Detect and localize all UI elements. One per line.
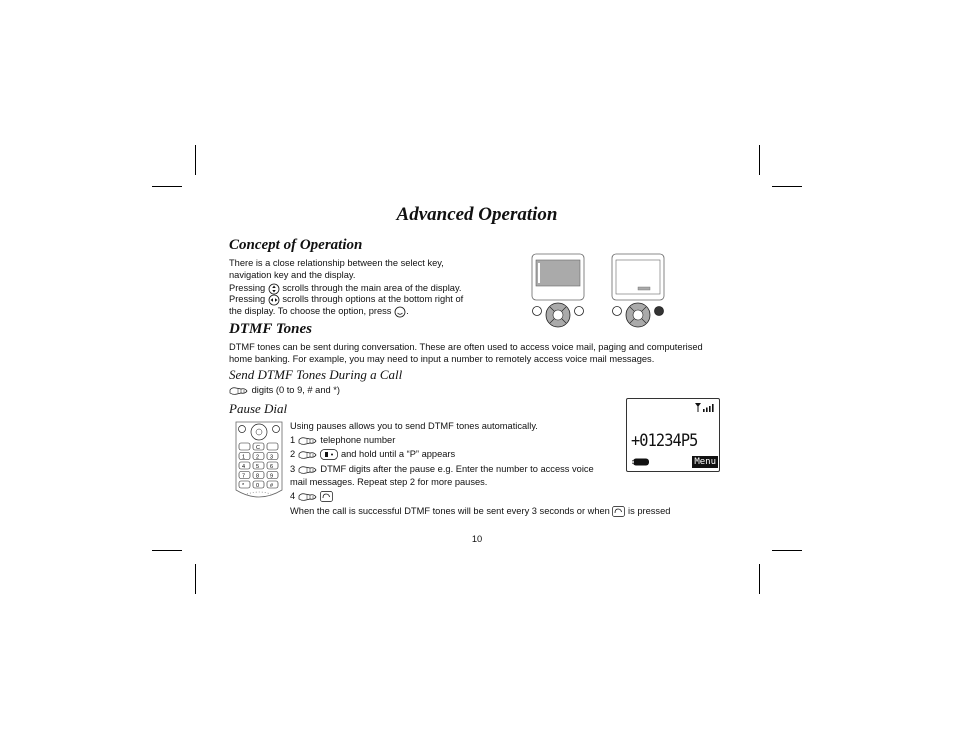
- phone-display-left: [532, 254, 584, 327]
- lcd-menu-softkey: Menu: [694, 457, 716, 467]
- pause-step-3-cont: mail messages. Repeat step 2 for more pauses.: [290, 477, 488, 487]
- keypad-key-label: #: [270, 482, 274, 489]
- keypad-key: [267, 443, 278, 450]
- zero-key-icon: [320, 449, 338, 460]
- keypad-key-label: 8: [256, 473, 260, 480]
- concept-choose: the display. To choose the option, press .: [229, 306, 409, 316]
- pause-step-3: 3 DTMF digits after the pause e.g. Enter the number to access voice: [290, 464, 594, 474]
- keypad-key-label: 7: [242, 473, 246, 480]
- pause-dial-heading: Pause Dial: [229, 401, 288, 416]
- keypad-key-label: *: [242, 482, 245, 489]
- keypad-key-label: 3: [270, 454, 274, 461]
- pause-footer: When the call is successful DTMF tones will be sent every 3 seconds or when is pressed: [290, 506, 671, 516]
- keypad-key-label: 5: [256, 463, 260, 470]
- keypad-key-label: C: [256, 444, 260, 451]
- keypad-press-icon: [298, 449, 318, 460]
- keypad-key-label: 0: [256, 482, 260, 489]
- keypad-key-label: 9: [270, 473, 274, 480]
- crop-mark: [759, 564, 760, 594]
- keypad-key: [239, 443, 250, 450]
- phone-display-right: [612, 254, 664, 327]
- keypad-key-label: 2: [256, 454, 260, 461]
- keypad-press-icon: [298, 464, 318, 475]
- concept-heading: Concept of Operation: [229, 237, 363, 253]
- page-number: 10: [471, 534, 483, 544]
- nav-leftright-icon: [268, 294, 280, 306]
- phone-keypad-diagram: [233, 420, 285, 502]
- lcd-dialed-number: +01234P5: [631, 431, 698, 451]
- display-nav-diagram: [530, 252, 670, 332]
- send-tones-step: digits (0 to 9, # and *): [229, 384, 340, 396]
- call-key-icon: [320, 491, 333, 502]
- keypad-press-icon: [298, 435, 318, 446]
- keypad-key-label: 1: [242, 454, 246, 461]
- crop-mark: [195, 145, 196, 175]
- crop-mark: [195, 564, 196, 594]
- dtmf-body: DTMF tones can be sent during conversation. These are often used to access voice mail, paging and computerised home banking. For example, you may need to input a number to remotely access voice mail messages.: [229, 342, 703, 364]
- keypad-press-icon: [229, 385, 249, 396]
- battery-icon: [632, 458, 650, 466]
- dtmf-heading: DTMF Tones: [229, 321, 312, 337]
- keypad-key-label: 4: [242, 463, 246, 470]
- crop-mark: [772, 550, 802, 551]
- signal-strength-icon: [694, 403, 716, 412]
- crop-mark: [759, 145, 760, 175]
- select-key-icon: [394, 306, 406, 318]
- pause-dial-intro: Using pauses allows you to send DTMF tones automatically.: [290, 421, 538, 431]
- send-tones-heading: Send DTMF Tones During a Call: [229, 367, 403, 382]
- keypad-key: [239, 481, 250, 488]
- call-key-icon: [612, 506, 625, 517]
- pause-step-1: 1 telephone number: [290, 435, 396, 445]
- keypad-press-icon: [298, 491, 318, 502]
- concept-pressing-2: Pressing scrolls through options at the bottom right of: [229, 294, 464, 304]
- keypad-key-label: 6: [270, 463, 274, 470]
- page-title: Advanced Operation: [396, 204, 558, 225]
- pause-step-4: 4: [290, 490, 333, 502]
- lcd-display: [626, 398, 720, 472]
- crop-mark: [152, 186, 182, 187]
- crop-mark: [772, 186, 802, 187]
- concept-intro: There is a close relationship between the select key, navigation key and the display.: [229, 258, 444, 280]
- pause-step-2: 2 and hold until a “P” appears: [290, 449, 456, 459]
- crop-mark: [152, 550, 182, 551]
- concept-pressing-1: Pressing scrolls through the main area of the display.: [229, 283, 462, 293]
